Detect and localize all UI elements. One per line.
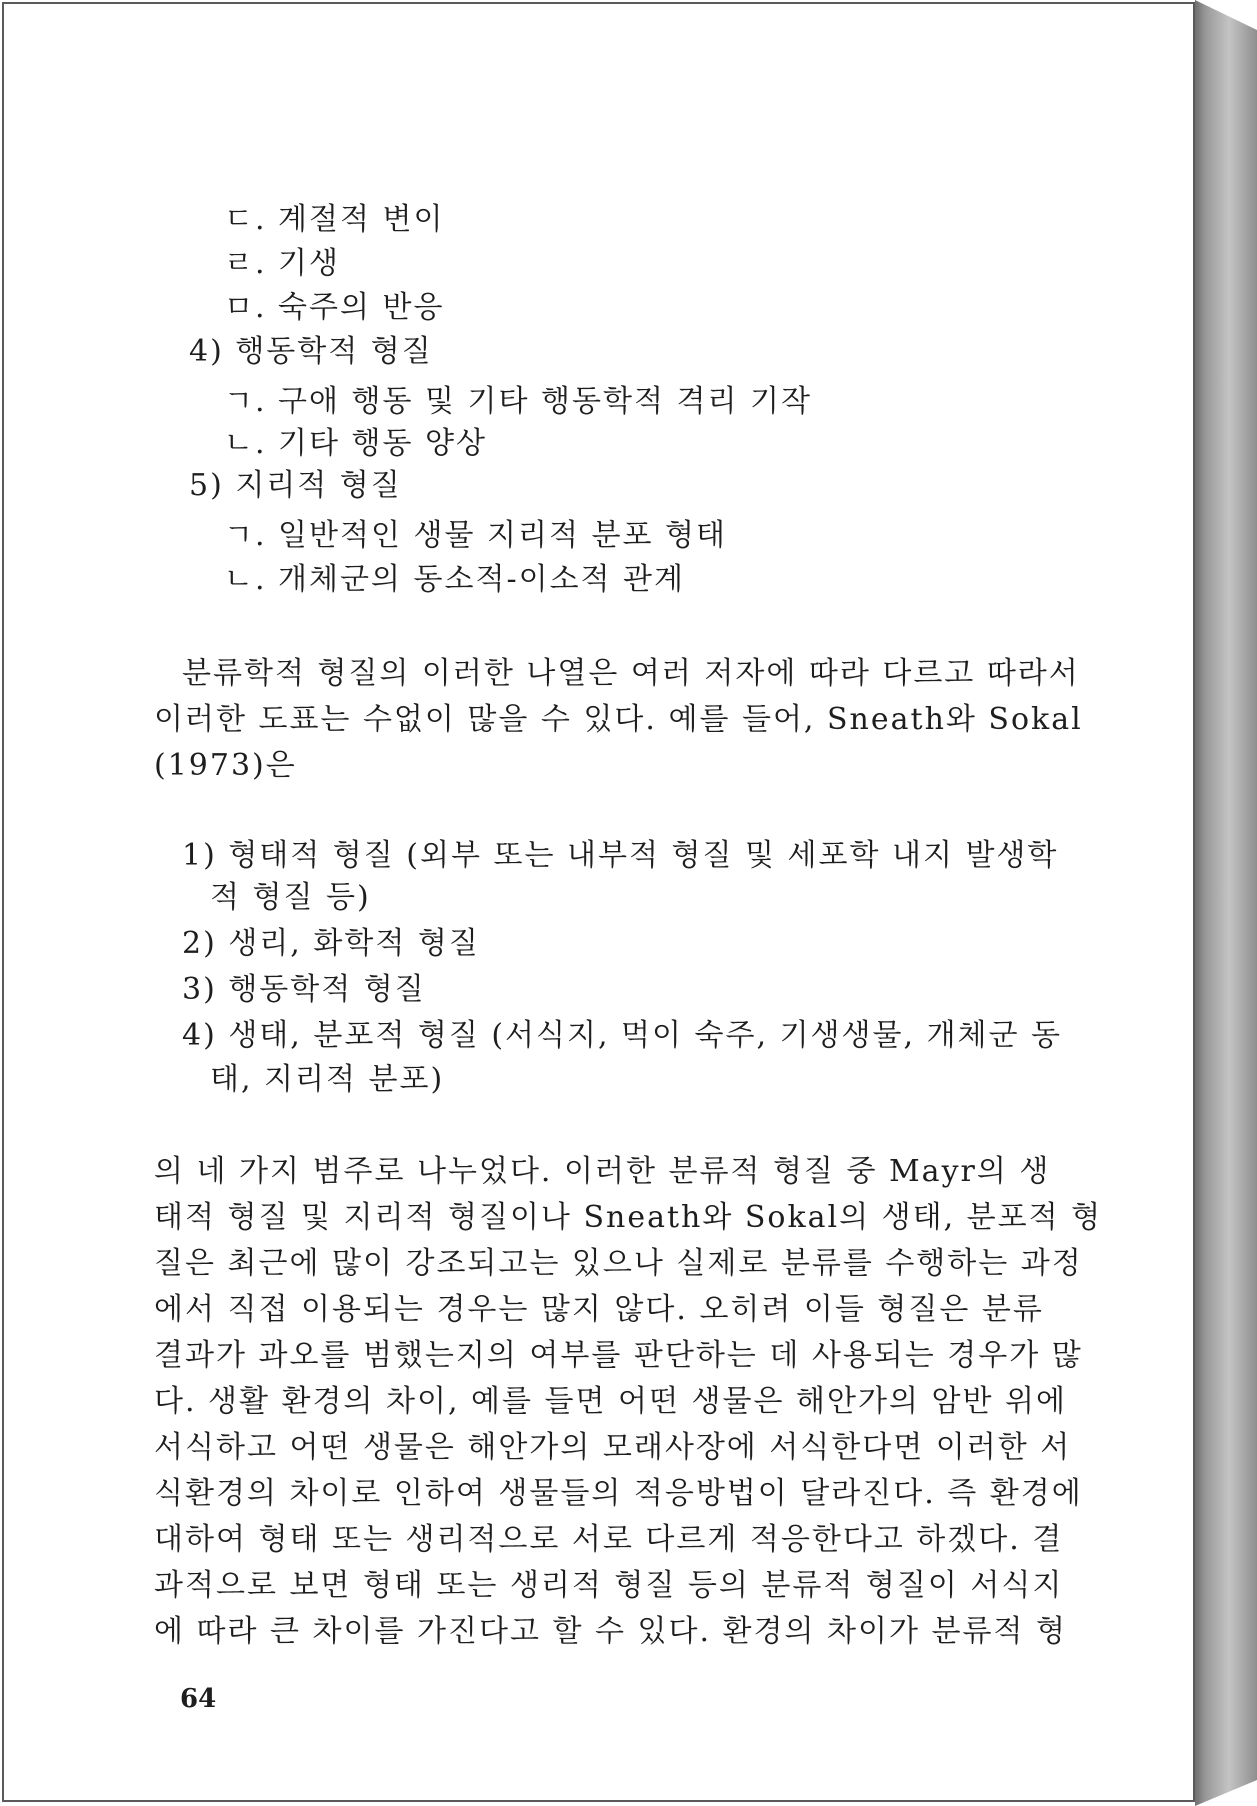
outline-item: ㅁ. 숙주의 반응 [224,290,445,325]
outline-item: ㄷ. 계절적 변이 [224,202,445,237]
outline-item: ㄱ. 구애 행동 및 기타 행동학적 격리 기작 [224,384,812,419]
outline-item: ㄱ. 일반적인 생물 지리적 분포 형태 [224,518,727,553]
book-page [2,2,1195,1802]
paragraph-line: (1973)은 [154,748,297,783]
outline-item: ㄹ. 기생 [224,246,341,281]
paragraph-line: 결과가 과오를 범했는지의 여부를 판단하는 데 사용되는 경우가 많 [154,1338,1083,1373]
paragraph-line: 식환경의 차이로 인하여 생물들의 적응방법이 달라진다. 즉 환경에 [154,1476,1083,1511]
paragraph-line: 에 따라 큰 차이를 가진다고 할 수 있다. 환경의 차이가 분류적 형 [154,1614,1067,1649]
paragraph-line: 이러한 도표는 수없이 많을 수 있다. 예를 들어, Sneath와 Sokal [154,702,1083,737]
paragraph-line: 대하여 형태 또는 생리적으로 서로 다르게 적응한다고 하겠다. 결 [154,1522,1064,1557]
list-item-continuation: 적 형질 등) [210,880,371,915]
list-item: 2) 생리, 화학적 형질 [182,926,480,961]
paragraph-line: 서식하고 어떤 생물은 해안가의 모래사장에 서식한다면 이러한 서 [154,1430,1072,1465]
book-edge-shadow [1195,0,1257,1806]
list-item: 4) 생태, 분포적 형질 (서식지, 먹이 숙주, 기생생물, 개체군 동 [182,1018,1063,1053]
list-item-continuation: 태, 지리적 분포) [210,1062,445,1097]
outline-item: ㄴ. 기타 행동 양상 [224,426,488,461]
outline-item: ㄴ. 개체군의 동소적-이소적 관계 [224,562,686,597]
list-item: 3) 행동학적 형질 [182,972,426,1007]
paragraph-line: 분류학적 형질의 이러한 나열은 여러 저자에 따라 다르고 따라서 [182,656,1080,691]
paragraph-line: 의 네 가지 범주로 나누었다. 이러한 분류적 형질 중 Mayr의 생 [154,1154,1051,1189]
paragraph-line: 태적 형질 및 지리적 형질이나 Sneath와 Sokal의 생태, 분포적 형 [154,1200,1103,1235]
paragraph-line: 다. 생활 환경의 차이, 예를 들면 어떤 생물은 해안가의 암반 위에 [154,1384,1067,1419]
paragraph-line: 질은 최근에 많이 강조되고는 있으나 실제로 분류를 수행하는 과정 [154,1246,1083,1281]
outline-heading: 5) 지리적 형질 [189,468,402,503]
paragraph-line: 과적으로 보면 형태 또는 생리적 형질 등의 분류적 형질이 서식지 [154,1568,1064,1603]
page-number: 64 [180,1684,217,1714]
paragraph-line: 에서 직접 이용되는 경우는 많지 않다. 오히려 이들 형질은 분류 [154,1292,1044,1327]
list-item: 1) 형태적 형질 (외부 또는 내부적 형질 및 세포학 내지 발생학 [182,838,1059,873]
outline-heading: 4) 행동학적 형질 [189,334,433,369]
